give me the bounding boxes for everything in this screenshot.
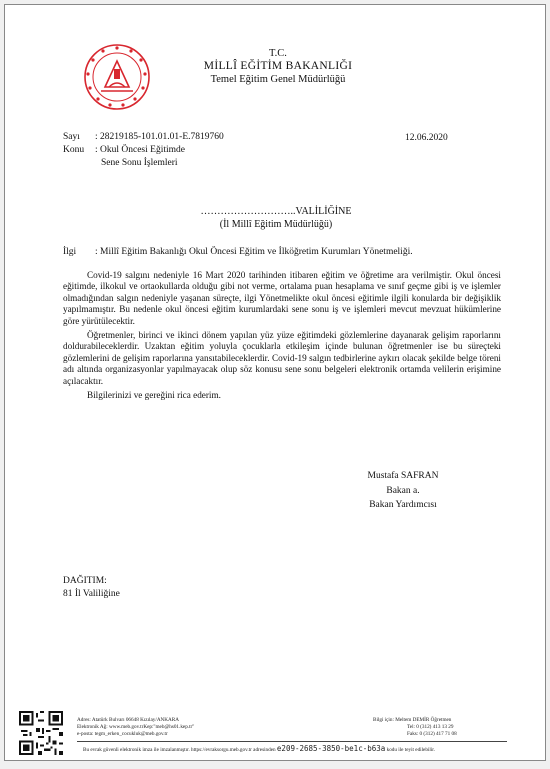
konu-label: Konu (63, 145, 85, 155)
verify-suffix: kodu ile teyit edilebilir. (386, 747, 436, 753)
document-page (4, 4, 546, 761)
distribution-item: 81 İl Valiliğine (63, 589, 120, 599)
footer-address: Adres: Atatürk Bulvarı 06648 Kızılay/ANKARA (77, 717, 180, 723)
addressee-line2: (İl Millî Eğitim Müdürlüğü) (219, 219, 333, 230)
signatory-role1: Bakan a. (386, 485, 420, 496)
paragraph-2: Öğretmenler, birinci ve ikinci dönem yapılan yüz yüze eğitimdeki gözlemlerine dayanarak gelişim raporlarını doldurabileceklerdir. Uzaktan eğitim yoluyla çocuklarla etkileşim içinde bulunan öğretmenler ise bu süreçteki gözlemlerini de gelişim raporlarına yansıtabileceklerdir. Covid-19 salgın tedbirlerine aykırı olacak şekilde belge töreni adı altında organizasyonlar yapılmayacak olup söz konusu sene sonu belgeleri elektronik ortamda velilerin erişimine açılacaktır. (63, 330, 501, 386)
ilgi-value: : Millî Eğitim Bakanlığı Okul Öncesi Eğitim ve İlköğretim Kurumları Yönetmeliği. (95, 247, 413, 257)
paragraph-1: Covid-19 salgını nedeniyle 16 Mart 2020 tarihinden itibaren eğitim ve öğretime ara verilmiştir. Okul öncesi eğitimde, ilkokul ve ortaokullarda olduğu gibi not verme, ortalama puan hesaplama ve sınıf geçme gibi iş ve işlemler olmadığından salgın nedeniyle yaşanan süreçte, ilgi Yönetmelikte okul öncesi eğitimle ilgili konularda bir değişiklik yapılmamıştır. Bu nedenle okul öncesi eğitim kurumlardaki sene sonu iş ve işlemleri mevcut mevzuat hükümlerine göre yürütülecektir. (63, 270, 501, 326)
addressee (5, 205, 547, 231)
sayi-value: : 28219185-101.01.01-E.7819760 (95, 132, 224, 142)
footer-contact-left (77, 717, 194, 738)
reference-block (63, 131, 224, 170)
footer-divider (77, 741, 507, 742)
document-date: 12.06.2020 (405, 133, 448, 143)
meb-seal-icon (83, 43, 151, 111)
distribution-block (63, 575, 120, 601)
sayi-label: Sayı (63, 132, 80, 142)
addressee-line1: ………………………..VALİLİĞİNE (200, 206, 352, 217)
ilgi-label: İlgi (63, 247, 77, 257)
konu-value-line2: Sene Sonu İşlemleri (101, 158, 178, 168)
footer-info: Bilgi için: Meltem DEMİR Öğretmen (373, 717, 452, 723)
ilgi-block (63, 246, 413, 259)
header-tc: T.C. (269, 48, 287, 59)
letterhead (180, 47, 376, 86)
footer-web: Elektronik Ağ: www.meb.gov.trKep:"meb@hs01.kep.tr" (77, 724, 195, 730)
distribution-label: DAĞITIM: (63, 576, 107, 586)
paragraph-3: Bilgilerinizi ve gereğini rica ederim. (87, 390, 221, 401)
verification-line (83, 745, 503, 754)
verify-text: Bu evrak güvenli elektronik imza ile imzalanmıştır. https://evraksorgu.meb.gov.tr adresinden (83, 747, 276, 753)
signatory-name: Mustafa SAFRAN (367, 471, 439, 481)
verify-code: e209-2685-3850-be1c-b63a (276, 744, 386, 753)
footer-fax: Faks: 0 (312) 417 71 08 (407, 731, 457, 737)
footer-email: e-posta: tegm_erken_cocukluk@meb.gov.tr (77, 731, 168, 737)
footer-tel: Tel: 0 (312) 413 13 29 (407, 724, 454, 730)
qr-code-icon (19, 711, 63, 755)
footer-contact-right (373, 717, 457, 738)
ministry-name: MİLLÎ EĞİTİM BAKANLIĞI (203, 60, 353, 72)
department-name: Temel Eğitim Genel Müdürlüğü (210, 74, 346, 85)
konu-value: : Okul Öncesi Eğitimde (95, 145, 185, 155)
signature-block (363, 469, 443, 513)
letter-body (63, 270, 501, 404)
signatory-role2: Bakan Yardımcısı (369, 500, 437, 510)
